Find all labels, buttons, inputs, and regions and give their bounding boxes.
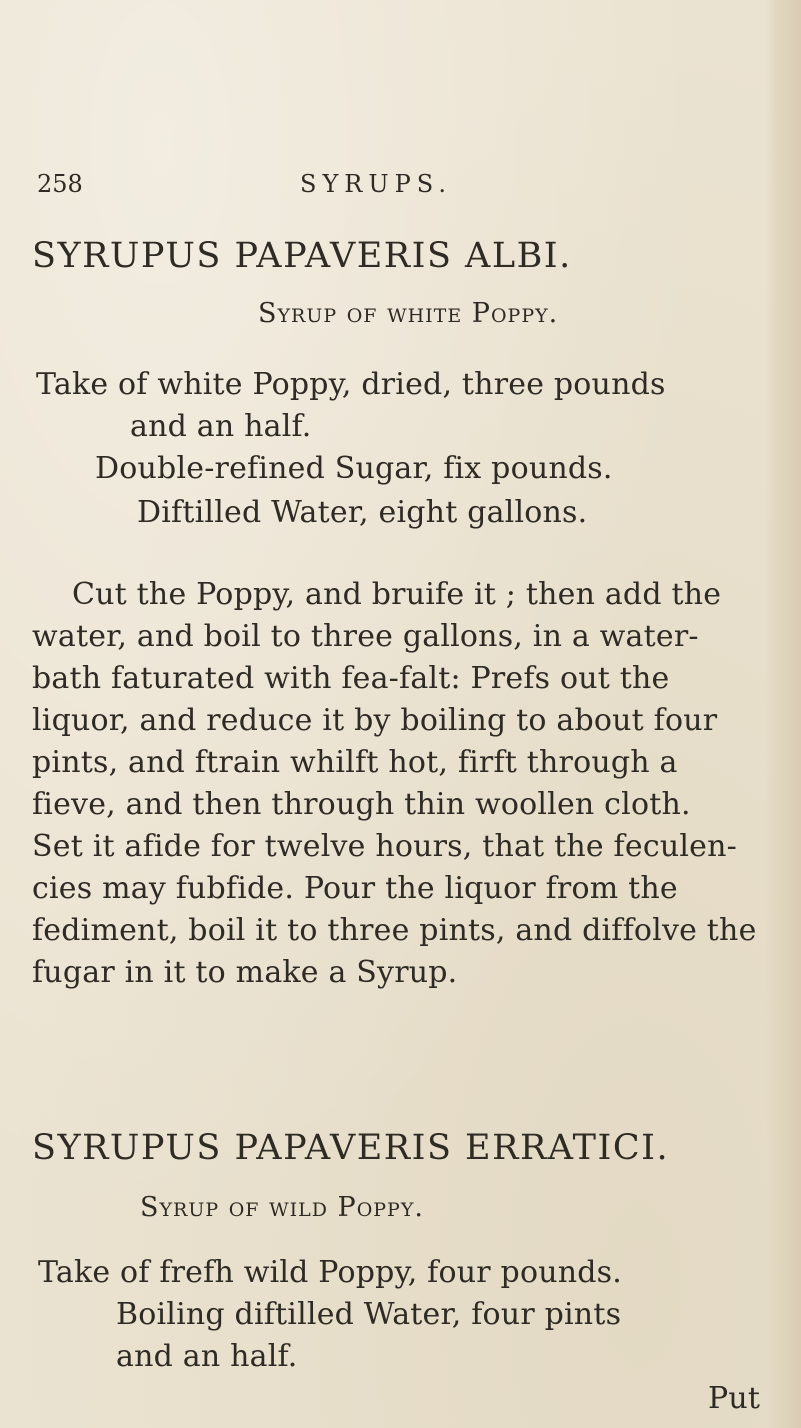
paragraph-line: bath faturated with fea-falt: Prefs out the [32,661,670,696]
section-subtitle-syrup-of-wild-poppy: Syrup of wild Poppy. [140,1192,424,1223]
section-title-syrupus-papaveris-albi: SYRUPUS PAPAVERIS ALBI. [32,236,572,276]
paragraph-line: Set it afide for twelve hours, that the feculen- [32,829,737,864]
ingredient-line: Take of white Poppy, dried, three pounds [36,367,666,402]
ingredient-line: and an half. [116,1339,298,1374]
paragraph-line: fugar in it to make a Syrup. [32,955,458,990]
paragraph-line: cies may fubfide. Pour the liquor from the [32,871,678,906]
page-edge-shadow [765,0,801,1428]
paragraph-line: liquor, and reduce it by boiling to about four [32,703,718,738]
section-subtitle-syrup-of-white-poppy: Syrup of white Poppy. [258,298,559,329]
running-title: SYRUPS. [300,170,452,198]
paragraph-line: fediment, boil it to three pints, and diffolve the [32,913,757,948]
ingredient-line: Double-refined Sugar, fix pounds. [95,451,613,486]
paragraph-line: water, and boil to three gallons, in a water- [32,619,699,654]
paragraph-line: Cut the Poppy, and bruife it ; then add the [72,577,722,612]
section-title-syrupus-papaveris-erratici: SYRUPUS PAPAVERIS ERRATICI. [32,1128,670,1168]
ingredient-line: Diftilled Water, eight gallons. [137,495,588,530]
paragraph-line: pints, and ftrain whilft hot, firft through a [32,745,678,780]
catchword: Put [708,1381,761,1416]
ingredient-line: Take of frefh wild Poppy, four pounds. [38,1255,622,1290]
page-number: 258 [37,170,83,198]
ingredient-line: Boiling diftilled Water, four pints [116,1297,622,1332]
paragraph-line: fieve, and then through thin woollen cloth. [32,787,691,822]
ingredient-line: and an half. [130,409,312,444]
